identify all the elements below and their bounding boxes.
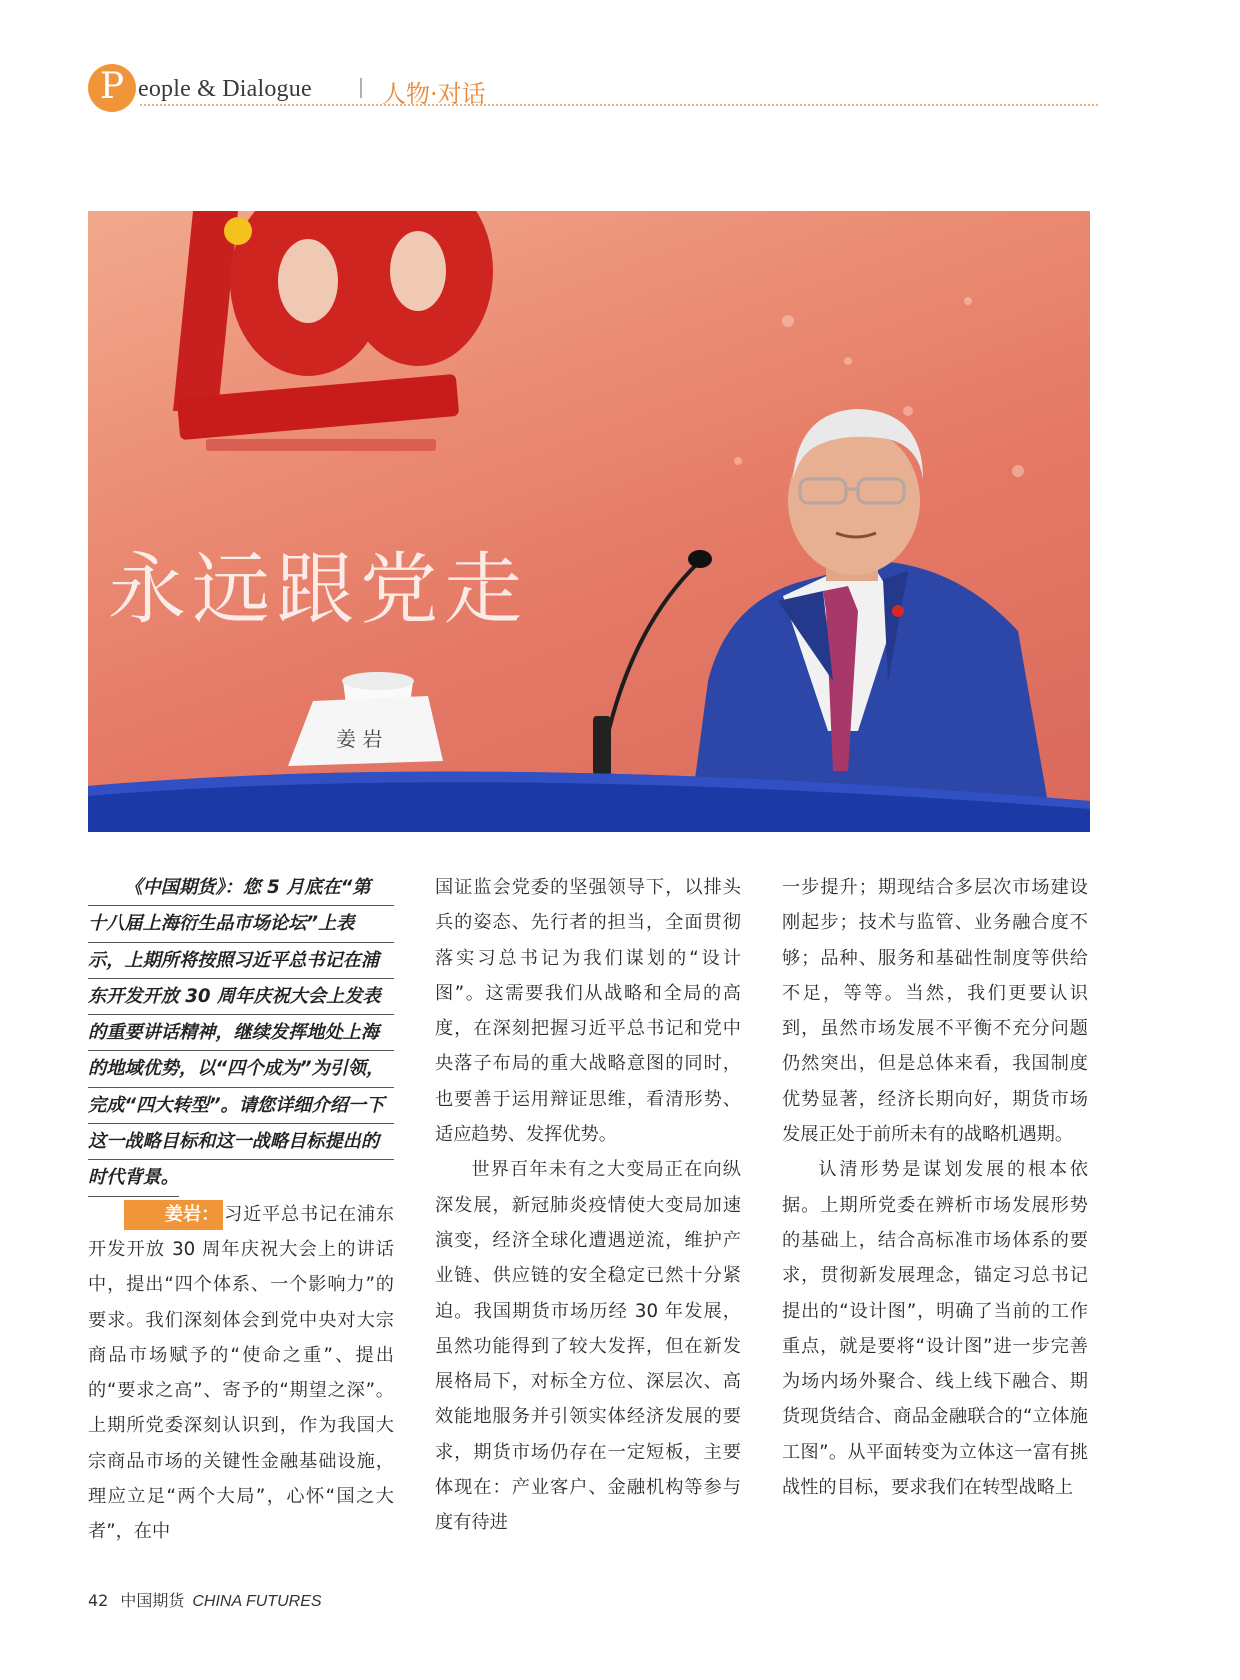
question-line: 这一战略目标和这一战略目标提出的 [88, 1124, 394, 1160]
article-column-2 [435, 870, 741, 1541]
speaker-figure [688, 409, 1053, 832]
photo-illustration [88, 211, 1090, 832]
question-line: 东开发开放 30 周年庆祝大会上发表 [88, 979, 394, 1015]
nameplate-text: 姜 岩 [336, 727, 383, 751]
answer-paragraph [88, 1197, 394, 1550]
paragraph: 世界百年未有之大变局正在向纵深发展，新冠肺炎疫情使大变局加速演变，经济全球化遭遇逆流，维护产业链、供应链的安全稳定已然十分紧迫。我国期货市场历经 30 年发展，虽然功能得到了较大发挥，但在新发展格局下，对标全方位、深层次、高效能地服务并引领实体经济发展的要求，期货市场仍存在一定短板，主要体现在：产业客户、金融机构等参与度有待进 [435, 1159, 741, 1534]
question-line: 的地域优势，以“四个成为”为引领， [88, 1051, 394, 1087]
question-line: 时代背景。 [88, 1160, 179, 1196]
paragraph: 国证监会党委的坚强领导下，以排头兵的姿态、先行者的担当，全面贯彻落实习总书记为我们谋划的“设计图”。这需要我们从战略和全局的高度，在深刻把握习近平总书记和党中央落子布局的重大战略意图的同时，也要善于运用辩证思维，看清形势、适应趋势、发挥优势。 [435, 877, 741, 1146]
page-header [88, 64, 1098, 114]
interview-question [88, 870, 394, 1197]
anniversary-emblem [173, 211, 493, 451]
page-number: 42 [88, 1591, 109, 1610]
speaker-label: 姜岩： [124, 1200, 223, 1230]
backdrop-calligraphy: 永远跟党走 [108, 545, 529, 635]
header-divider [360, 78, 362, 98]
question-line: 示，上期所将按照习近平总书记在浦 [88, 943, 394, 979]
paragraph: 一步提升；期现结合多层次市场建设刚起步；技术与监管、业务融合度不够；品种、服务和基础性制度等供给不足，等等。当然，我们更要认识到，虽然市场发展不平衡不充分问题仍然突出，但是总体来看，我国制度优势显著，经济长期向好，期货市场发展正处于前所未有的战略机遇期。 [782, 877, 1088, 1146]
question-line: 完成“四大转型”。请您详细介绍一下 [88, 1088, 394, 1124]
answer-text: 习近平总书记在浦东开发开放 30 周年庆祝大会上的讲话中，提出“四个体系、一个影响力”的要求。我们深刻体会到党中央对大宗商品市场赋予的“使命之重”、提出的“要求之高”、寄予的“期望之深”。上期所党委深刻认识到，作为我国大宗商品市场的关键性金融基础设施，理应立足“两个大局”，心怀“国之大者”，在中 [88, 1203, 394, 1543]
section-logo-badge: P [88, 64, 136, 112]
page-footer [88, 1588, 322, 1611]
paragraph: 认清形势是谋划发展的根本依据。上期所党委在辨析市场发展形势的基础上，结合高标准市场体系的要求，贯彻新发展理念，锚定习总书记提出的“设计图”，明确了当前的工作重点，就是要将“设计图”进一步完善为场内场外聚合、线上线下融合、期货现货结合、商品金融联合的“立体施工图”。从平面转变为立体这一富有挑战性的目标，要求我们在转型战略上 [782, 1159, 1088, 1499]
question-line: 《中国期货》：您 5 月底在“第 [88, 870, 394, 906]
magazine-name-en: CHINA FUTURES [192, 1593, 322, 1610]
header-dotted-rule [140, 104, 1098, 106]
magazine-name-cn: 中国期货 [120, 1591, 185, 1610]
nameplate [288, 696, 443, 766]
question-line: 的重要讲话精神，继续发挥地处上海 [88, 1015, 394, 1051]
article-column-3 [782, 870, 1088, 1505]
question-line: 十八届上海衍生品市场论坛”上表 [88, 906, 394, 942]
microphone [593, 550, 712, 776]
speaker-photo [88, 211, 1090, 832]
section-title-en: eople & Dialogue [138, 76, 312, 102]
section-title-cn: 人物·对话 [382, 80, 486, 108]
article-column-1 [88, 870, 394, 1550]
